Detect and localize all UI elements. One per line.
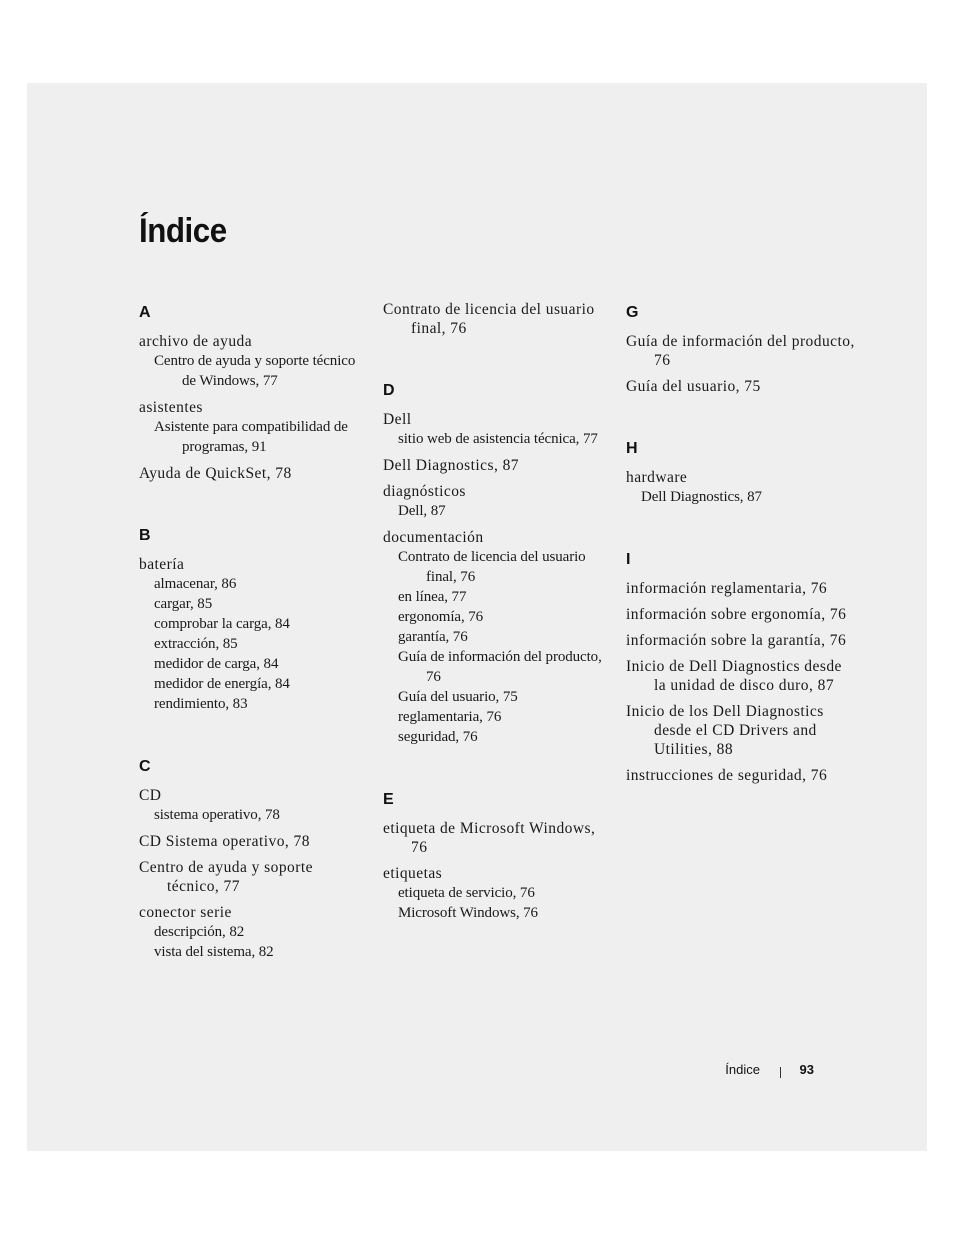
page-title: Índice — [139, 212, 227, 250]
index-subterm: rendimiento, 83 — [154, 696, 248, 712]
index-entry — [383, 819, 613, 857]
section-letter: G — [626, 304, 639, 321]
index-entry — [383, 300, 613, 338]
index-entry — [139, 464, 369, 483]
index-term: Inicio de Dell Diagnostics desde la unidad de disco duro, 87 — [626, 658, 842, 694]
index-entry — [626, 377, 856, 396]
index-term: archivo de ayuda — [139, 333, 253, 350]
index-term: CD — [139, 787, 162, 804]
index-term: diagnósticos — [383, 483, 466, 500]
index-subterm: Microsoft Windows, 76 — [398, 905, 538, 921]
index-term: Dell Diagnostics, 87 — [383, 457, 519, 474]
index-entry — [626, 657, 856, 695]
index-subterm: medidor de energía, 84 — [154, 676, 290, 692]
index-term: batería — [139, 556, 185, 573]
index-entry — [383, 410, 613, 449]
index-subterm: reglamentaria, 76 — [398, 709, 502, 725]
section-letter: C — [139, 758, 151, 775]
index-subterm: comprobar la carga, 84 — [154, 616, 290, 632]
index-subterm: etiqueta de servicio, 76 — [398, 885, 535, 901]
index-term: Inicio de los Dell Diagnostics desde el CD Drivers and Utilities, 88 — [626, 703, 824, 758]
page-footer — [700, 1061, 814, 1081]
index-subterm: seguridad, 76 — [398, 729, 478, 745]
index-subterm: Asistente para compatibilidad de programas, 91 — [154, 419, 348, 455]
index-subterm: Guía del usuario, 75 — [398, 689, 518, 705]
index-term: etiqueta de Microsoft Windows, 76 — [383, 820, 596, 856]
index-term: información sobre ergonomía, 76 — [626, 606, 847, 623]
index-entry — [383, 528, 613, 747]
index-entry — [626, 579, 856, 598]
index-entry — [139, 903, 369, 962]
index-subterm: medidor de carga, 84 — [154, 656, 279, 672]
index-subterm: Guía de información del producto, 76 — [398, 649, 602, 685]
index-term: Guía del usuario, 75 — [626, 378, 761, 395]
index-entry — [383, 864, 613, 923]
index-term: información reglamentaria, 76 — [626, 580, 828, 597]
index-term: asistentes — [139, 399, 203, 416]
index-entry — [139, 832, 369, 851]
index-entry — [383, 456, 613, 475]
index-subterm: descripción, 82 — [154, 924, 245, 940]
index-entry — [626, 631, 856, 650]
index-subterm: vista del sistema, 82 — [154, 944, 274, 960]
index-term: hardware — [626, 469, 688, 486]
index-section — [139, 523, 369, 714]
index-term: información sobre la garantía, 76 — [626, 632, 847, 649]
index-subterm: garantía, 76 — [398, 629, 468, 645]
index-entry — [383, 482, 613, 521]
index-subterm: cargar, 85 — [154, 596, 213, 612]
index-entry — [139, 398, 369, 457]
index-subterm: ergonomía, 76 — [398, 609, 484, 625]
index-entry — [139, 332, 369, 391]
section-letter: I — [626, 551, 631, 568]
index-term: conector serie — [139, 904, 232, 921]
index-column-2 — [383, 300, 613, 963]
index-subterm: almacenar, 86 — [154, 576, 237, 592]
index-entry — [626, 702, 856, 759]
index-section — [383, 787, 613, 923]
footer-separator — [780, 1067, 781, 1078]
index-subterm: Dell Diagnostics, 87 — [641, 489, 762, 505]
index-section — [383, 378, 613, 747]
page-number: 93 — [799, 1062, 814, 1077]
index-subterm: sitio web de asistencia técnica, 77 — [398, 431, 598, 447]
index-entry — [626, 605, 856, 624]
section-letter: B — [139, 527, 151, 544]
index-section — [139, 754, 369, 962]
footer-label: Índice — [725, 1062, 760, 1077]
index-entry — [139, 786, 369, 825]
index-section — [626, 300, 856, 396]
index-term: Ayuda de QuickSet, 78 — [139, 465, 292, 482]
index-term: Dell — [383, 411, 412, 428]
index-column-3 — [626, 300, 856, 825]
index-subterm: Dell, 87 — [398, 503, 446, 519]
index-term: etiquetas — [383, 865, 443, 882]
index-term: CD Sistema operativo, 78 — [139, 833, 310, 850]
index-term: Guía de información del producto, 76 — [626, 333, 855, 369]
index-entry — [626, 468, 856, 507]
section-letter: H — [626, 440, 638, 457]
section-letter: E — [383, 791, 394, 808]
index-term: Centro de ayuda y soporte técnico, 77 — [139, 859, 313, 895]
index-subterm: en línea, 77 — [398, 589, 467, 605]
section-letter: A — [139, 304, 151, 321]
index-column-1 — [139, 300, 369, 1002]
index-subterm: Centro de ayuda y soporte técnico de Windows, 77 — [154, 353, 356, 389]
index-section — [139, 300, 369, 483]
index-entry — [139, 858, 369, 896]
section-letter: D — [383, 382, 395, 399]
index-subterm: extracción, 85 — [154, 636, 238, 652]
index-entry — [139, 555, 369, 714]
index-term: instrucciones de seguridad, 76 — [626, 767, 828, 784]
index-subterm: Contrato de licencia del usuario final, 76 — [398, 549, 586, 585]
index-term: documentación — [383, 529, 484, 546]
index-term: Contrato de licencia del usuario final, 76 — [383, 301, 595, 337]
index-entry — [626, 332, 856, 370]
index-subterm: sistema operativo, 78 — [154, 807, 280, 823]
index-section — [626, 436, 856, 507]
index-section — [383, 300, 613, 338]
index-section — [626, 547, 856, 785]
index-entry — [626, 766, 856, 785]
